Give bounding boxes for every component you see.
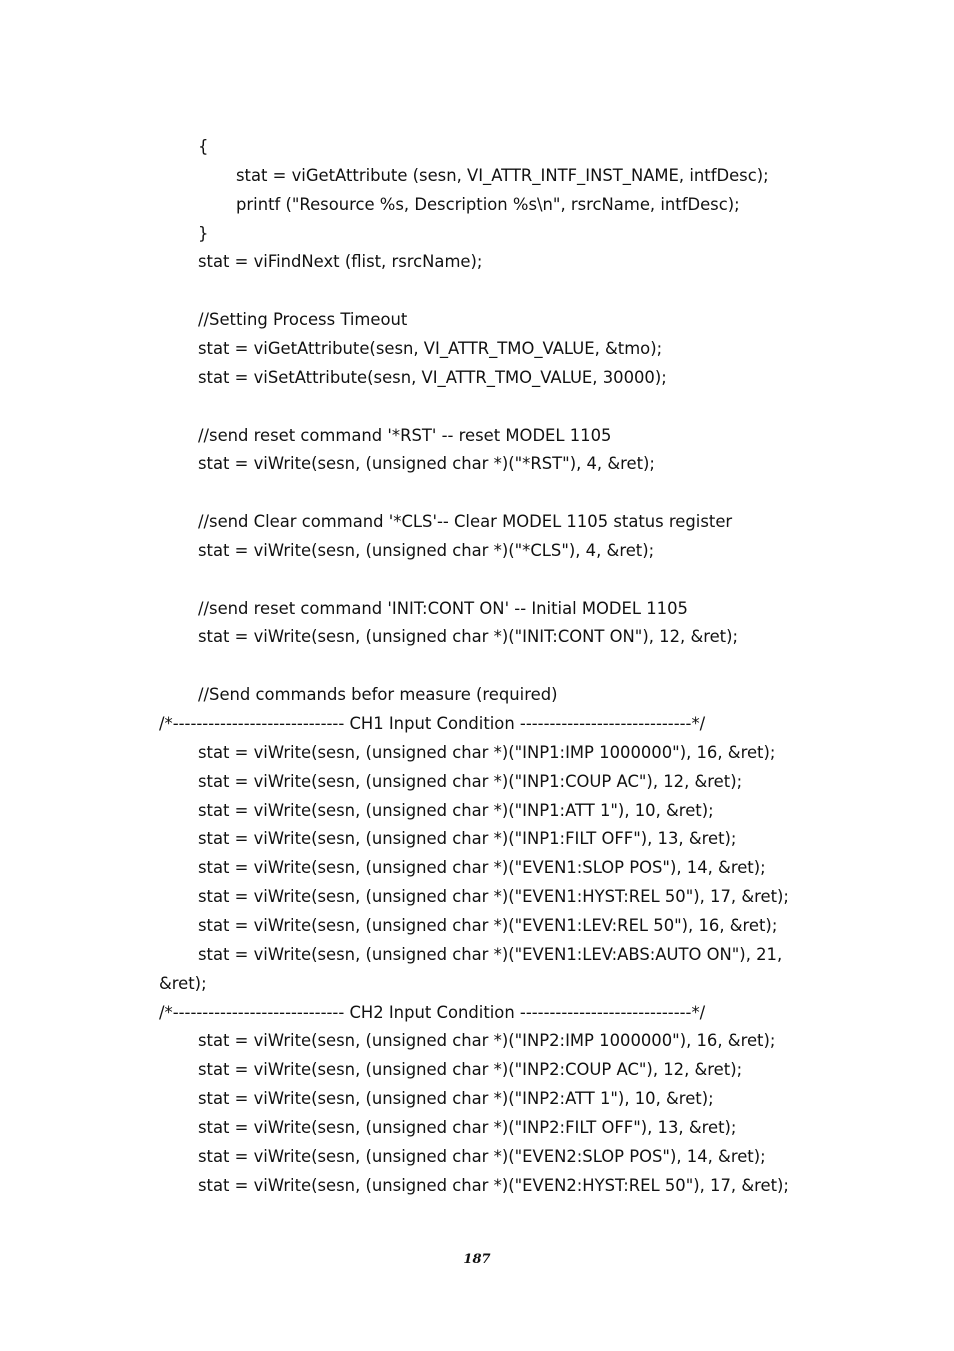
code-line: stat = viWrite(sesn, (unsigned char *)("EVEN2:HYST:REL 50"), 17, &ret); [198,1175,789,1195]
code-line: /*----------------------------- CH1 Input Condition -----------------------------*/ [159,714,706,733]
code-line: stat = viWrite(sesn, (unsigned char *)("INP2:IMP 1000000"), 16, &ret); [198,1031,776,1051]
code-line: //Send commands befor measure (required) [198,685,558,705]
code-line: stat = viGetAttribute (sesn, VI_ATTR_INTF_INST_NAME, intfDesc); [236,165,769,185]
code-line: stat = viWrite(sesn, (unsigned char *)("*CLS"), 4, &ret); [198,540,655,560]
code-line: stat = viWrite(sesn, (unsigned char *)("INP2:FILT OFF"), 13, &ret); [198,1117,737,1137]
code-line: stat = viWrite(sesn, (unsigned char *)("EVEN1:HYST:REL 50"), 17, &ret); [198,887,789,907]
code-line: stat = viWrite(sesn, (unsigned char *)("INP2:COUP AC"), 12, &ret); [198,1060,743,1080]
code-line: stat = viWrite(sesn, (unsigned char *)("EVEN2:SLOP POS"), 14, &ret); [198,1146,766,1166]
code-line: stat = viWrite(sesn, (unsigned char *)("EVEN1:LEV:REL 50"), 16, &ret); [198,915,778,935]
code-line: stat = viWrite(sesn, (unsigned char *)("INP2:ATT 1"), 10, &ret); [198,1089,714,1109]
code-line: } [198,223,209,243]
code-line: stat = viWrite(sesn, (unsigned char *)("EVEN1:LEV:ABS:AUTO ON"), 21, [198,944,783,964]
code-line: //send reset command '*RST' -- reset MODEL 1105 [198,425,612,445]
code-line: stat = viWrite(sesn, (unsigned char *)("*RST"), 4, &ret); [198,454,655,474]
code-line: { [198,137,209,156]
code-line: stat = viWrite(sesn, (unsigned char *)("EVEN1:SLOP POS"), 14, &ret); [198,858,766,878]
code-line: stat = viWrite(sesn, (unsigned char *)("INP1:IMP 1000000"), 16, &ret); [198,742,776,762]
code-line: stat = viWrite(sesn, (unsigned char *)("INP1:COUP AC"), 12, &ret); [198,771,743,791]
code-line: stat = viFindNext (flist, rsrcName); [198,252,483,272]
code-line: stat = viWrite(sesn, (unsigned char *)("INP1:ATT 1"), 10, &ret); [198,800,714,820]
code-line: &ret); [159,973,207,993]
code-line: //send reset command 'INIT:CONT ON' -- Initial MODEL 1105 [198,598,688,618]
code-line: stat = viWrite(sesn, (unsigned char *)("INIT:CONT ON"), 12, &ret); [198,627,739,647]
code-line: printf ("Resource %s, Description %s\n", rsrcName, intfDesc); [236,194,740,214]
page-number: 187 [463,1252,491,1267]
code-line: stat = viWrite(sesn, (unsigned char *)("INP1:FILT OFF"), 13, &ret); [198,829,737,849]
code-line: stat = viSetAttribute(sesn, VI_ATTR_TMO_VALUE, 30000); [198,367,667,387]
code-line: stat = viGetAttribute(sesn, VI_ATTR_TMO_VALUE, &tmo); [198,338,663,358]
code-line: /*----------------------------- CH2 Input Condition -----------------------------*/ [159,1002,706,1022]
code-line: //Setting Process Timeout [198,310,408,330]
code-line: //send Clear command '*CLS'-- Clear MODEL 1105 status register [198,512,733,532]
